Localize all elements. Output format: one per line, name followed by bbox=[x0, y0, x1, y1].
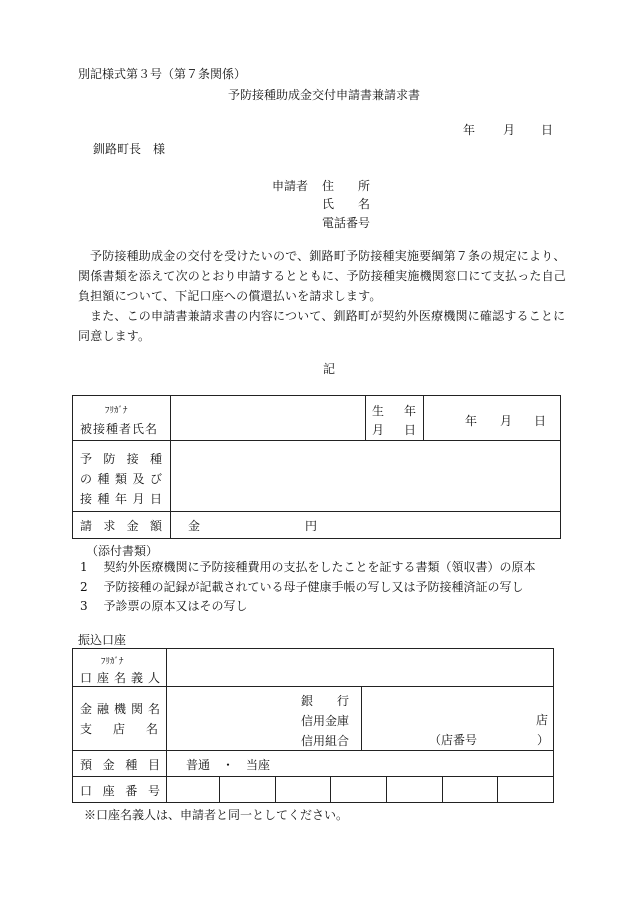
body-paragraph-2: また、この申請書兼請求書の内容について、釧路町が契約外医療機関に確認することに同意します。 bbox=[78, 309, 566, 343]
form-number: 別記様式第３号（第７条関係） bbox=[78, 67, 247, 81]
institution-name-field[interactable] bbox=[172, 690, 297, 746]
amount-prefix: 金 bbox=[188, 519, 201, 533]
institution-label: 金融機関名 支店名 bbox=[80, 702, 160, 736]
applicant-label: 申請者 bbox=[272, 179, 309, 193]
birth-month: 月 bbox=[500, 414, 513, 428]
vaccine-type-label: 予防接種 の種類及び 接種年月日 bbox=[80, 452, 162, 506]
birth-year: 年 bbox=[465, 414, 478, 428]
date-month: 月 bbox=[503, 123, 516, 137]
furigana-label: ﾌﾘｶﾞﾅ bbox=[105, 406, 128, 416]
attachment-item-1: 1 契約外医療機関に予防接種費用の支払をしたことを証する書類（領収書）の原本 bbox=[80, 560, 536, 574]
amount-suffix: 円 bbox=[305, 519, 318, 533]
applicant-name-label: 氏 名 bbox=[322, 197, 371, 211]
branch-name-field[interactable] bbox=[366, 690, 532, 730]
account-number-label: 口座番号 bbox=[80, 784, 160, 798]
institution-types: 銀 行 信用金庫 信用組合 bbox=[301, 694, 350, 748]
account-holder-label: 口座名義人 bbox=[80, 671, 160, 685]
applicant-address-label: 住 所 bbox=[322, 179, 371, 193]
amount-field[interactable] bbox=[205, 514, 300, 536]
vaccinee-name-label: 被接種者氏名 bbox=[80, 422, 159, 436]
addressee: 釧路町長 様 bbox=[93, 142, 166, 156]
deposit-type-options[interactable]: 普通 ・ 当座 bbox=[186, 758, 271, 772]
applicant-phone-label: 電話番号 bbox=[322, 216, 371, 230]
birth-day: 日 bbox=[534, 414, 547, 428]
vaccine-type-field[interactable] bbox=[178, 446, 554, 506]
amount-label: 請求金額 bbox=[80, 519, 162, 533]
attachment-item-3: 3 予診票の原本又はその写し bbox=[80, 599, 248, 613]
bank-heading: 振込口座 bbox=[78, 633, 127, 647]
ki-heading: 記 bbox=[323, 362, 336, 376]
account-holder-field[interactable] bbox=[172, 652, 547, 682]
birth-label-top: 生 年 bbox=[372, 404, 416, 418]
branch-suffix: 店 bbox=[536, 713, 549, 727]
account-number-field[interactable] bbox=[168, 778, 552, 801]
deposit-type-label: 預金種目 bbox=[80, 758, 160, 772]
birth-label-bottom: 月 日 bbox=[372, 423, 416, 437]
date-year: 年 bbox=[463, 123, 476, 137]
attachments-heading: （添付書類） bbox=[86, 544, 159, 558]
date-day: 日 bbox=[541, 123, 554, 137]
page-title: 予防接種助成金交付申請書兼請求書 bbox=[228, 88, 421, 102]
body-paragraph-1: 予防接種助成金の交付を受けたいので、釧路町予防接種実施要綱第７条の規定により、関係書類を添えて次のとおり申請するとともに、予防接種実施機関窓口にて支払った自己負担額について、下記口座への償還払いを請求します。 bbox=[78, 249, 567, 303]
bank-note: ※口座名義人は、申請者と同一としてください。 bbox=[84, 808, 349, 822]
bank-furigana-label: ﾌﾘｶﾞﾅ bbox=[101, 657, 124, 667]
branch-code: （店番号 ） bbox=[429, 733, 550, 747]
attachment-item-2: 2 予防接種の記録が記載されている母子健康手帳の写し又は予防接種済証の写し bbox=[80, 580, 524, 594]
vaccinee-name-field[interactable] bbox=[178, 400, 358, 436]
